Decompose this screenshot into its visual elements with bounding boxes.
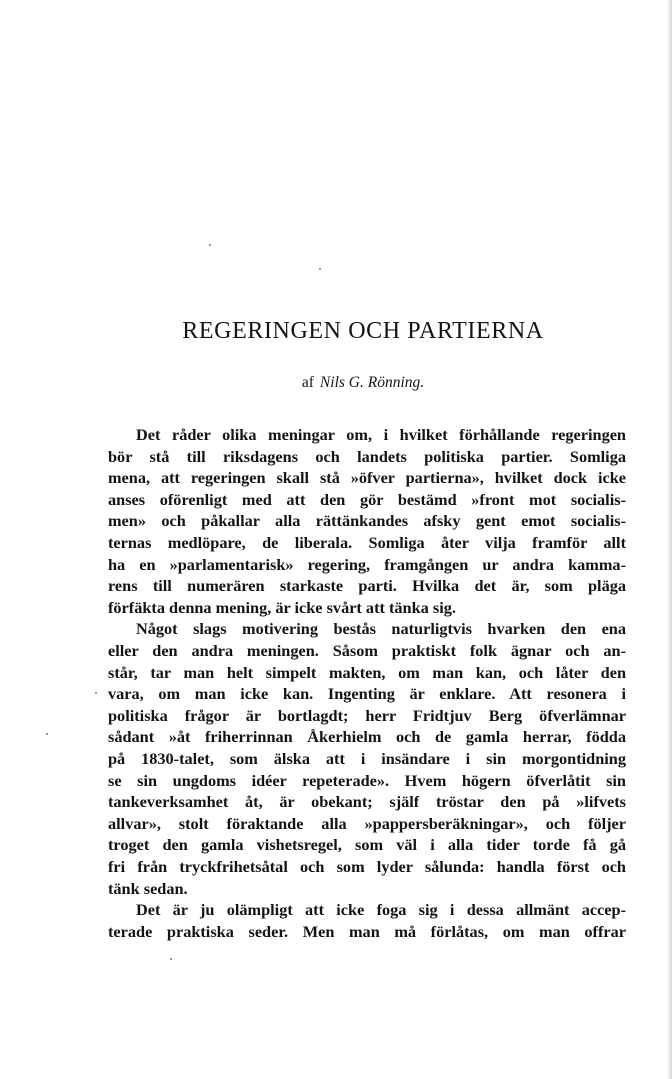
body-line: terade praktiska seder. Men man må förlåtas, om man offrar [108, 921, 626, 941]
page-edge-shadow [666, 0, 672, 1079]
byline-prefix: af [301, 374, 314, 391]
body-line: står, tar man helt simpelt makten, om man kan, och låter den [108, 662, 626, 682]
body-line: tänk sedan. [108, 878, 188, 898]
paper-speck [170, 958, 172, 960]
article-title: REGERINGEN OCH PARTIERNA [182, 318, 544, 344]
paper-speck [95, 692, 97, 694]
paper-speck [319, 268, 321, 270]
body-line: förfäkta denna mening, är icke svårt att tänka sig. [108, 597, 456, 617]
author-name: Nils G. Rönning. [319, 374, 425, 391]
body-line: mena, att regeringen skall stå »öfver partierna», hvilket dock icke [108, 468, 626, 488]
body-line: vara, om man icke kan. Ingenting är enklare. Att resonera i [108, 684, 626, 704]
body-line: sådant »åt friherrinnan Åkerhielm och de gamla herrar, födda [108, 727, 626, 747]
body-line: politiska frågor är bortlagdt; herr Fridtjuv Berg öfverlämnar [108, 705, 626, 725]
body-line: bör stå till riksdagens och landets politiska partier. Somliga [108, 446, 626, 466]
byline [108, 374, 618, 392]
body-line: men» och påkallar alla rättänkandes afsky gent emot socialis- [108, 511, 626, 531]
body-line: eller den andra meningen. Såsom praktiskt folk ägnar och an- [108, 641, 626, 660]
body-line: tankeverksamhet åt, är obekant; själf tröstar den på »lifvets [108, 792, 626, 812]
body-line: fri från tryckfrihetsåtal och som lyder sålunda: handla först och [108, 857, 626, 876]
body-line: på 1830-talet, som älska att i insändare i sin morgontidning [108, 749, 626, 768]
paper-speck [209, 244, 211, 246]
paper-speck [46, 733, 48, 735]
body-line: rens till numerären starkaste parti. Hvilka det är, som pläga [108, 576, 626, 596]
body-line: se sin ungdoms idéer repeterade». Hvem högern öfverlåtit sin [108, 770, 626, 790]
body-line: troget den gamla vishetsregel, som väl i alla tider torde få gå [108, 835, 626, 855]
body-line: ternas medlöpare, de liberala. Somliga åter vilja framför allt [108, 533, 626, 552]
body-line: anses oförenligt med att den gör bestämd »front mot socialis- [108, 489, 626, 509]
body-line: Något slags motivering bestås naturligtvis hvarken den ena [136, 619, 626, 639]
body-line: ha en »parlamentarisk» regering, framgången ur andra kamma- [108, 554, 626, 574]
body-line: Det råder olika meningar om, i hvilket förhållande regeringen [136, 425, 626, 444]
body-line: allvar», stolt föraktande alla »pappersberäkningar», och följer [108, 813, 626, 833]
body-line: Det är ju olämpligt att icke foga sig i dessa allmänt accep- [136, 900, 626, 920]
